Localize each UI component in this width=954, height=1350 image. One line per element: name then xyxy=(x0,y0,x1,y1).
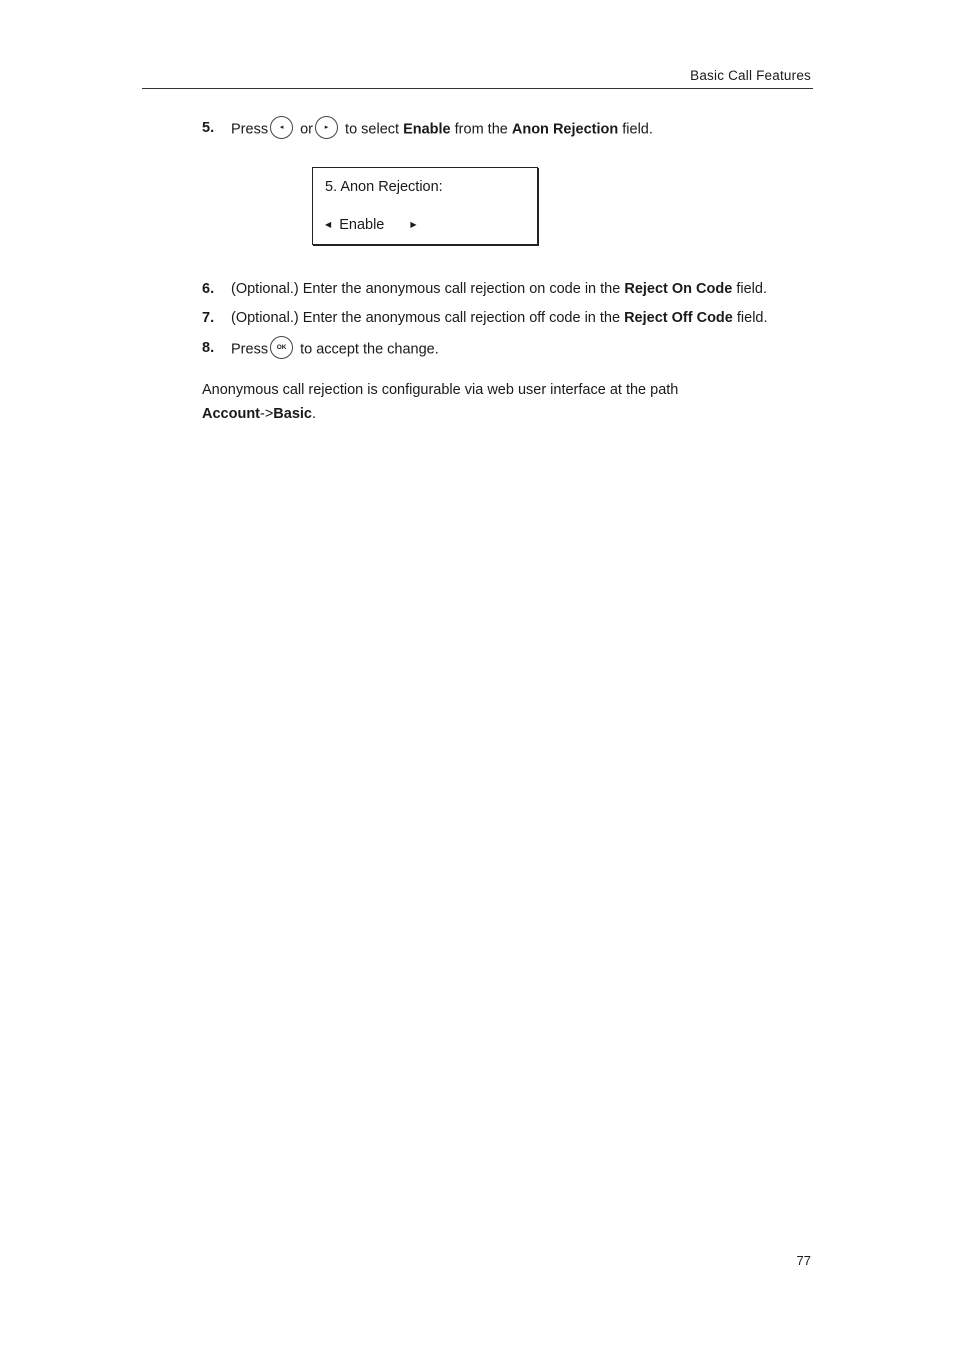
screen-title: 5. Anon Rejection: xyxy=(325,179,443,195)
step-number: 7. xyxy=(202,310,215,326)
screen-value-row xyxy=(325,217,417,233)
path-account: Account xyxy=(202,406,260,422)
path-basic: Basic xyxy=(273,406,312,422)
left-triangle-icon: ◀ xyxy=(325,220,332,229)
step-body: Press OK to accept the change. xyxy=(231,340,439,359)
header-title: Basic Call Features xyxy=(690,68,811,83)
step-number: 5. xyxy=(202,120,215,136)
step-body: (Optional.) Enter the anonymous call rejection off code in the Reject Off Code field. xyxy=(231,310,768,326)
page-number: 77 xyxy=(796,1253,811,1268)
field-anon-rejection: Anon Rejection xyxy=(511,121,619,138)
screen-value: Enable xyxy=(339,217,385,233)
right-triangle-icon: ▶ xyxy=(410,220,417,229)
step-number: 8. xyxy=(202,340,215,356)
left-arrow-key-icon: ◂ xyxy=(270,116,293,139)
option-enable: Enable xyxy=(403,121,451,138)
body-paragraph: Anonymous call rejection is configurable via web user interface at the path Account->Basic. xyxy=(202,382,679,422)
phone-screen-illustration xyxy=(312,167,538,245)
header-divider xyxy=(142,88,813,89)
step-body: (Optional.) Enter the anonymous call rejection on code in the Reject On Code field. xyxy=(231,281,767,297)
step-body: Press ◂ or ▸ to select Enable from the Anon Rejection field. xyxy=(231,120,653,139)
step-number: 6. xyxy=(202,281,215,297)
right-arrow-key-icon: ▸ xyxy=(315,116,338,139)
field-reject-on-code: Reject On Code xyxy=(624,281,733,297)
field-reject-off-code: Reject Off Code xyxy=(624,310,733,326)
ok-key-icon: OK xyxy=(270,336,293,359)
